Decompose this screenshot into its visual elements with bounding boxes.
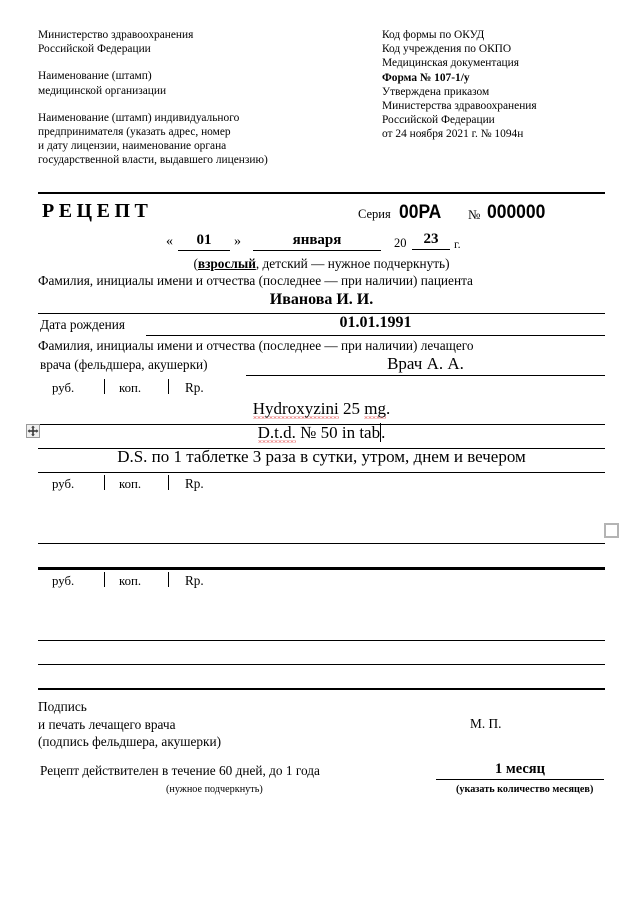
organization-line-2: медицинской организации	[38, 84, 167, 97]
form-number-label: Форма № 107-1/у	[382, 71, 470, 84]
rp-header-1	[38, 377, 605, 401]
rp2-blank-line-2[interactable]	[38, 544, 605, 568]
dtd-misspelled: D.t.d.	[257, 423, 296, 442]
approved-by-order-line: Утверждена приказом	[382, 85, 490, 98]
dtd-tail: .	[381, 423, 386, 442]
quote-close: »	[234, 234, 241, 249]
prescription-line-2-text	[38, 423, 605, 443]
medical-documentation-label: Медицинская документация	[382, 57, 519, 70]
footnote-row	[38, 784, 605, 800]
number-label: №	[468, 207, 481, 222]
birth-date-label: Дата рождения	[40, 316, 125, 332]
kop-label-2: коп.	[119, 477, 142, 491]
patient-name-label: Фамилия, инициалы имени и отчества (последнее — при наличии) пациента	[38, 273, 473, 288]
footnote-months-hint: (указать количество месяцев)	[456, 783, 594, 795]
doctor-name-row	[38, 354, 605, 377]
doctor-name-label-line2: врача (фельдшера, акушерки)	[40, 357, 208, 372]
signature-line-3: (подпись фельдшера, акушерки)	[38, 734, 222, 749]
ministry-block	[38, 28, 368, 56]
table-move-handle-icon[interactable]	[26, 424, 40, 438]
rub-label-1: руб.	[52, 381, 75, 395]
rp-label-3: Rp.	[185, 573, 204, 588]
rp-separator-1b	[168, 379, 169, 394]
prescription-signa-text: D.S. по 1 таблетке 3 раза в сутки, утром, днем и вечером	[117, 447, 526, 466]
signature-line-1: Подпись	[38, 699, 87, 714]
ministry-line-2: Российской Федерации	[38, 43, 151, 56]
prescription-line-3[interactable]	[38, 449, 605, 473]
entrepreneur-line-3: и дату лицензии, наименование органа	[38, 140, 227, 153]
rp-header-3	[38, 570, 605, 594]
doctor-name-label-line1: Фамилия, инициалы имени и отчества (последнее — при наличии) лечащего	[38, 337, 474, 353]
year-suffix: г.	[454, 237, 461, 251]
age-note-open: (	[193, 256, 198, 271]
entrepreneur-stamp-block	[38, 111, 368, 168]
age-selected-adult[interactable]: взрослый	[197, 256, 256, 271]
drug-dose: 25	[338, 399, 365, 418]
rp-separator-1a	[104, 379, 105, 394]
rp-label-1: Rp.	[185, 380, 204, 395]
prescription-line-1-text	[38, 399, 605, 419]
signature-line-2: и печать лечащего врача	[38, 716, 176, 732]
birth-date-value[interactable]: 01.01.1991	[146, 314, 605, 336]
rp3-spacer	[38, 594, 605, 617]
entrepreneur-line-2: предпринимателя (указать адрес, номер	[38, 126, 231, 139]
patient-name-value[interactable]: Иванова И. И.	[269, 290, 374, 308]
organization-stamp-block	[38, 69, 368, 97]
doctor-name-value[interactable]: Врач А. А.	[246, 354, 605, 376]
quote-open: «	[166, 234, 173, 249]
year-prefix: 20	[394, 236, 407, 250]
title-row	[38, 194, 605, 228]
approving-federation-line: Российской Федерации	[382, 114, 495, 127]
footnote-underline-hint: (нужное подчеркнуть)	[166, 783, 263, 795]
rp-label-2: Rp.	[185, 476, 204, 491]
prescription-form-table	[38, 192, 605, 800]
patient-name-field-row	[38, 290, 605, 314]
number-value[interactable]: 000000	[487, 202, 546, 223]
rp3-spacer-bottom	[38, 665, 605, 688]
entrepreneur-line-4: государственной власти, выдавшего лицензию)	[38, 154, 268, 167]
rp2-spacer	[38, 497, 605, 520]
entrepreneur-line-1: Наименование (штамп) индивидуального	[38, 111, 240, 124]
rp-separator-2b	[168, 475, 169, 490]
validity-value[interactable]: 1 месяц	[436, 761, 604, 780]
rp3-blank-line-1[interactable]	[38, 617, 605, 641]
rp-separator-3b	[168, 572, 169, 587]
okud-code-label: Код формы по ОКУД	[382, 29, 485, 41]
drug-name-misspelled: Hydroxyzini	[252, 399, 339, 418]
okpo-code-label: Код учреждения по ОКПО	[382, 43, 512, 56]
order-date-line: от 24 ноября 2021 г. № 1094н	[382, 128, 524, 141]
issue-month-field[interactable]: января	[253, 232, 381, 251]
series-label: Серия	[358, 207, 391, 221]
page-title: РЕЦЕПТ	[42, 200, 153, 222]
rp2-blank-line-1[interactable]	[38, 520, 605, 544]
series-value[interactable]: 00РА	[399, 202, 442, 223]
rp3-blank-line-2[interactable]	[38, 641, 605, 665]
prescription-line-2[interactable]	[38, 425, 605, 449]
issue-day-field[interactable]: 01	[178, 232, 230, 251]
table-resize-handle-icon[interactable]	[604, 523, 619, 538]
issue-year-field[interactable]: 23	[412, 231, 450, 250]
drug-unit-misspelled: mg	[364, 399, 386, 418]
drug-line1-tail: .	[385, 399, 391, 418]
kop-label-3: коп.	[119, 574, 142, 588]
issue-date-row	[38, 228, 605, 255]
birth-date-row	[38, 314, 605, 337]
rp-separator-3a	[104, 572, 105, 587]
dtd-rest: № 50 in tab	[295, 423, 381, 442]
stamp-place-label: М. П.	[470, 716, 502, 731]
validity-label[interactable]: Рецепт действителен в течение 60 дней, до 1 года	[40, 762, 320, 778]
rub-label-3: руб.	[52, 574, 75, 588]
prescription-line-1[interactable]	[38, 401, 605, 425]
signature-block	[38, 690, 605, 751]
age-note-rest: , детский — нужное подчеркнуть)	[255, 256, 450, 271]
validity-row	[38, 760, 605, 784]
kop-label-1: коп.	[119, 381, 142, 395]
rp-separator-2a	[104, 475, 105, 490]
age-category-note	[38, 255, 605, 272]
ministry-line-1: Министерство здравоохранения	[38, 29, 194, 41]
rp-header-2	[38, 473, 605, 497]
rub-label-2: руб.	[52, 477, 75, 491]
approving-ministry-line: Министерства здравоохранения	[382, 100, 537, 113]
header-left-column	[38, 28, 368, 168]
header-right-column	[382, 28, 632, 142]
organization-line-1: Наименование (штамп)	[38, 70, 152, 83]
